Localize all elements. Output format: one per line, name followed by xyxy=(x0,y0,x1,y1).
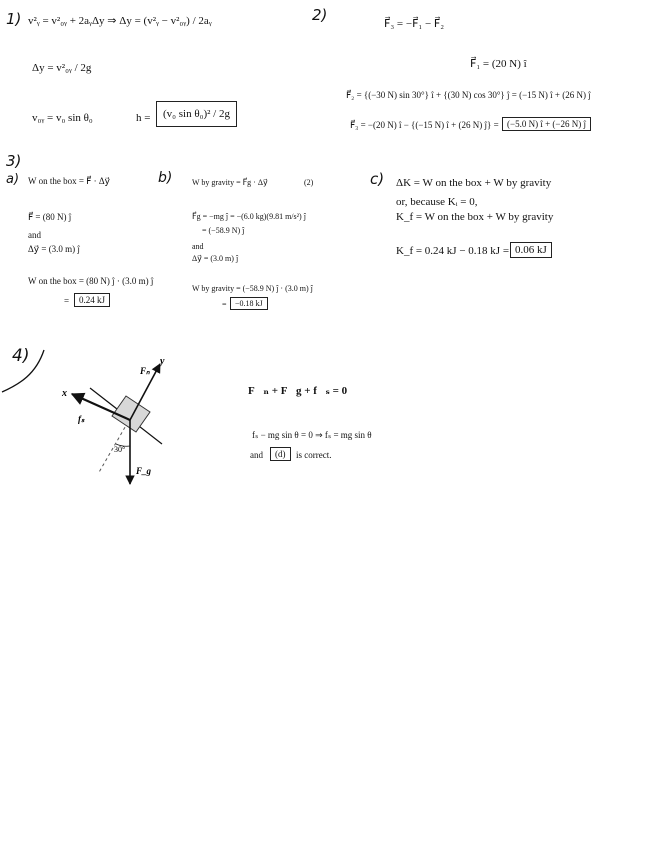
p2-f1-vector: F⃗₁ = (20 N) î xyxy=(470,58,527,70)
p3b-and-text: and xyxy=(192,242,204,251)
p3b-label: b) xyxy=(158,170,173,186)
p3b-displacement-vector: Δy⃗ = (3.0 m) ĵ xyxy=(192,254,239,263)
problem-1-label: 1) xyxy=(6,10,22,28)
p1-v0y-equation: v₀ᵧ = v₀ sin θ₀ xyxy=(32,112,93,124)
problem-3-label: 3) xyxy=(6,152,22,170)
y-axis-label: y xyxy=(160,356,165,367)
p3a-answer-box: 0.24 kJ xyxy=(74,293,110,307)
p4-force-balance: F⃗ₙ + F⃗g + f⃗ₛ = 0 xyxy=(248,385,348,397)
p3b-equals: = xyxy=(222,300,227,309)
p1-kinematics-equation: v²ᵧ = v²₀ᵧ + 2aᵧΔy ⇒ Δy = (v²ᵧ − v²₀ᵧ) / 2aᵧ xyxy=(28,15,212,27)
p3b-work-definition: W by gravity = F⃗g · Δy⃗ xyxy=(192,178,268,187)
p3b-answer-box: −0.18 kJ xyxy=(230,297,268,310)
p2-f2-vector: F⃗₂ = {(−30 N) sin 30°} î + {(30 N) cos 30°} ĵ = (−15 N) î + (26 N) ĵ xyxy=(346,90,591,100)
p3a-displacement-vector: Δy⃗ = (3.0 m) ĵ xyxy=(28,244,80,254)
problem-4-label: 4) xyxy=(12,346,30,366)
p4-and-text: and xyxy=(250,450,263,460)
friction-force-label: fₛ xyxy=(78,414,85,424)
normal-force-label: Fₙ xyxy=(140,366,150,376)
p3a-work-definition: W on the box = F⃗ · Δy⃗ xyxy=(28,176,110,186)
p3a-and-text: and xyxy=(28,230,41,240)
p3c-energy-equation: ΔK = W on the box + W by gravity xyxy=(396,177,552,189)
p2-f3-definition: F⃗₃ = −F⃗₁ − F⃗₂ xyxy=(384,18,445,30)
p3b-gravity-force: F⃗g = −mg ĵ = −(6.0 kg)(9.81 m/s²) ĵ xyxy=(192,212,306,221)
p4-correct-text: is correct. xyxy=(296,450,332,460)
problem-2-label: 2) xyxy=(312,6,328,24)
angle-label: 30° xyxy=(114,445,126,454)
p1-delta-y-equation: Δy = v²₀ᵧ / 2g xyxy=(32,62,92,74)
p3a-work-computation: W on the box = (80 N) ĵ · (3.0 m) ĵ xyxy=(28,276,154,286)
p3b-gravity-force-value: = (−58.9 N) ĵ xyxy=(202,226,245,235)
p3c-answer-box: 0.06 kJ xyxy=(510,242,552,258)
p3c-final-ke-computation: K_f = 0.24 kJ − 0.18 kJ = xyxy=(396,245,510,257)
p2-f3-computation: F⃗₃ = −(20 N) î − {(−15 N) î + (26 N) ĵ} = xyxy=(350,120,499,130)
x-axis-label: x xyxy=(62,388,67,399)
p3a-equals: = xyxy=(64,296,70,306)
p4-free-body-diagram xyxy=(50,350,190,490)
p3c-label: c) xyxy=(370,170,385,188)
p3c-because-text: or, because Kᵢ = 0, xyxy=(396,196,478,208)
p3b-equation-number: (2) xyxy=(304,178,314,187)
p1-h-lhs: h = xyxy=(136,112,151,124)
p3c-final-ke-equation: K_f = W on the box + W by gravity xyxy=(396,211,554,223)
p4-answer-box: (d) xyxy=(270,447,291,461)
p3a-label: a) xyxy=(6,172,20,187)
p2-f3-answer-box: (−5.0 N) î + (−26 N) ĵ xyxy=(502,117,591,131)
p3b-work-computation: W by gravity = (−58.9 N) ĵ · (3.0 m) ĵ xyxy=(192,284,313,293)
p4-friction-equation: fₛ − mg sin θ = 0 ⇒ fₛ = mg sin θ xyxy=(252,430,372,440)
p3a-force-vector: F⃗ = (80 N) ĵ xyxy=(28,212,72,222)
gravity-force-label: F_g xyxy=(136,466,152,476)
p1-h-answer-box: (v₀ sin θ₀)² / 2g xyxy=(156,101,237,127)
